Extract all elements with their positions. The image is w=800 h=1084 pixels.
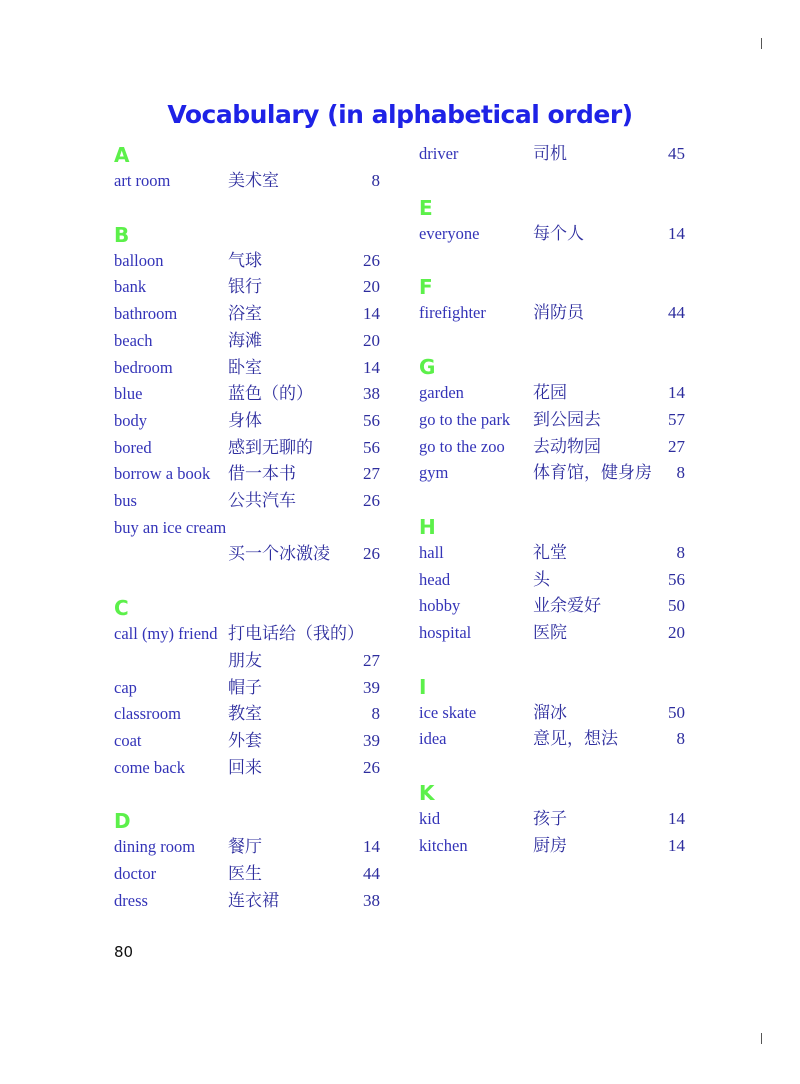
- page-ref: 26: [363, 544, 380, 564]
- english-word: bored: [114, 437, 152, 457]
- english-word: bus: [114, 491, 137, 510]
- english-word: hall: [419, 542, 444, 562]
- english-word: blue: [114, 384, 143, 404]
- crop-mark-top: [761, 38, 762, 49]
- english-word: go to the zoo: [419, 436, 505, 456]
- page-ref: 8: [371, 704, 380, 724]
- crop-mark-bottom: [761, 1033, 762, 1044]
- chinese-translation: 朋友: [228, 650, 262, 671]
- english-word: idea: [419, 729, 447, 749]
- page-ref: 8: [676, 463, 685, 483]
- section-letter-e: E: [419, 195, 433, 220]
- english-word: bathroom: [114, 304, 178, 324]
- chinese-translation: 司机: [533, 144, 567, 164]
- section-letter-d: D: [114, 809, 131, 834]
- page-ref: 26: [363, 757, 380, 777]
- chinese-translation: 美术室: [228, 171, 279, 191]
- page-ref: 56: [363, 437, 380, 457]
- page-ref: 27: [363, 464, 380, 484]
- chinese-translation: 借一本书: [228, 464, 296, 485]
- english-word: doctor: [114, 864, 157, 883]
- page-ref: 14: [363, 837, 380, 857]
- chinese-translation: 孩子: [533, 809, 567, 830]
- chinese-translation: 花园: [533, 383, 567, 404]
- page-ref: 14: [668, 223, 685, 243]
- chinese-translation: 医院: [533, 623, 567, 643]
- page-ref: 27: [668, 436, 685, 456]
- section-letter-f: F: [419, 275, 433, 300]
- page-ref: 39: [363, 677, 380, 697]
- page-number: 80: [114, 943, 134, 961]
- page-ref: 20: [668, 623, 685, 642]
- english-word: balloon: [114, 250, 164, 270]
- english-word: bank: [114, 277, 147, 297]
- english-word: buy an ice cream: [114, 517, 227, 537]
- english-word: dress: [114, 890, 148, 910]
- chinese-translation: 回来: [228, 757, 262, 778]
- english-word: cap: [114, 677, 137, 697]
- section-letter-h: H: [419, 514, 436, 539]
- chinese-translation: 教室: [228, 704, 262, 725]
- english-word: hobby: [419, 596, 461, 616]
- english-word: head: [419, 569, 451, 589]
- section-letter-k: K: [419, 781, 435, 806]
- chinese-translation: 医生: [228, 864, 262, 884]
- chinese-translation: 打电话给（我的）: [228, 624, 364, 645]
- chinese-translation: 公共汽车: [228, 491, 296, 511]
- page-ref: 14: [668, 809, 685, 829]
- chinese-translation: 消防员: [533, 303, 584, 324]
- english-word: everyone: [419, 223, 480, 243]
- page-ref: 14: [668, 383, 685, 403]
- english-word: kitchen: [419, 835, 468, 855]
- chinese-translation: 身体: [228, 410, 262, 431]
- page-ref: 50: [668, 702, 685, 722]
- english-word: driver: [419, 144, 459, 163]
- page-ref: 50: [668, 596, 685, 616]
- chinese-translation: 卧室: [228, 357, 262, 378]
- page-ref: 8: [371, 171, 380, 190]
- chinese-translation: 到公园去: [533, 409, 601, 430]
- chinese-translation: 每个人: [533, 223, 584, 244]
- english-word: go to the park: [419, 409, 511, 429]
- english-word: bedroom: [114, 357, 173, 377]
- section-letter-c: C: [114, 596, 129, 621]
- english-word: call (my) friend: [114, 624, 218, 644]
- chinese-translation: 溜冰: [533, 702, 567, 723]
- english-word: hospital: [419, 623, 472, 642]
- english-word: kid: [419, 809, 441, 829]
- page-ref: 8: [676, 729, 685, 749]
- chinese-translation: 头: [533, 569, 550, 590]
- chinese-translation: 帽子: [228, 677, 262, 698]
- chinese-translation: 蓝色（的）: [228, 384, 313, 405]
- english-word: firefighter: [419, 303, 486, 323]
- page-ref: 27: [363, 650, 380, 670]
- section-letter-i: I: [419, 674, 427, 699]
- chinese-translation: 连衣裙: [228, 890, 279, 911]
- page-ref: 14: [668, 835, 685, 855]
- page-ref: 14: [363, 304, 380, 324]
- page-ref: 44: [668, 303, 685, 323]
- english-word: garden: [419, 383, 464, 403]
- chinese-translation: 体育馆，健身房: [533, 463, 652, 484]
- page-ref: 45: [668, 144, 685, 163]
- page-ref: 38: [363, 890, 380, 910]
- chinese-translation: 感到无聊的: [228, 437, 313, 458]
- chinese-translation: 去动物园: [533, 436, 601, 457]
- english-word: body: [114, 410, 147, 430]
- page-ref: 14: [363, 357, 380, 377]
- english-word: come back: [114, 757, 186, 777]
- page-ref: 56: [363, 410, 380, 430]
- chinese-translation: 银行: [228, 277, 262, 298]
- chinese-translation: 厨房: [533, 835, 567, 856]
- chinese-translation: 外套: [228, 730, 262, 751]
- english-word: classroom: [114, 704, 181, 724]
- section-letter-a: A: [114, 143, 130, 167]
- page-ref: 20: [363, 330, 380, 350]
- english-word: art room: [114, 171, 171, 190]
- english-word: dining room: [114, 837, 196, 857]
- chinese-translation: 意见，想法: [533, 729, 618, 750]
- english-word: gym: [419, 463, 449, 483]
- chinese-translation: 浴室: [228, 304, 262, 325]
- section-letter-g: G: [419, 355, 436, 380]
- english-word: ice skate: [419, 702, 477, 722]
- english-word: beach: [114, 330, 153, 350]
- page-ref: 38: [363, 384, 380, 404]
- chinese-translation: 礼堂: [533, 542, 567, 563]
- english-word: coat: [114, 730, 142, 750]
- page-title: Vocabulary (in alphabetical order): [167, 100, 633, 129]
- chinese-translation: 餐厅: [228, 837, 262, 858]
- page-ref: 26: [363, 491, 380, 510]
- chinese-translation: 气球: [228, 250, 262, 271]
- page-ref: 8: [676, 542, 685, 562]
- english-word: borrow a book: [114, 464, 211, 484]
- chinese-translation: 业余爱好: [533, 596, 601, 617]
- page-ref: 39: [363, 730, 380, 750]
- section-letter-b: B: [114, 222, 130, 247]
- page-ref: 44: [363, 864, 380, 883]
- page-ref: 20: [363, 277, 380, 297]
- page-ref: 56: [668, 569, 685, 589]
- chinese-translation: 海滩: [228, 330, 262, 351]
- chinese-translation: 买一个冰激凌: [228, 544, 330, 565]
- page-ref: 57: [668, 409, 685, 429]
- page-ref: 26: [363, 250, 380, 270]
